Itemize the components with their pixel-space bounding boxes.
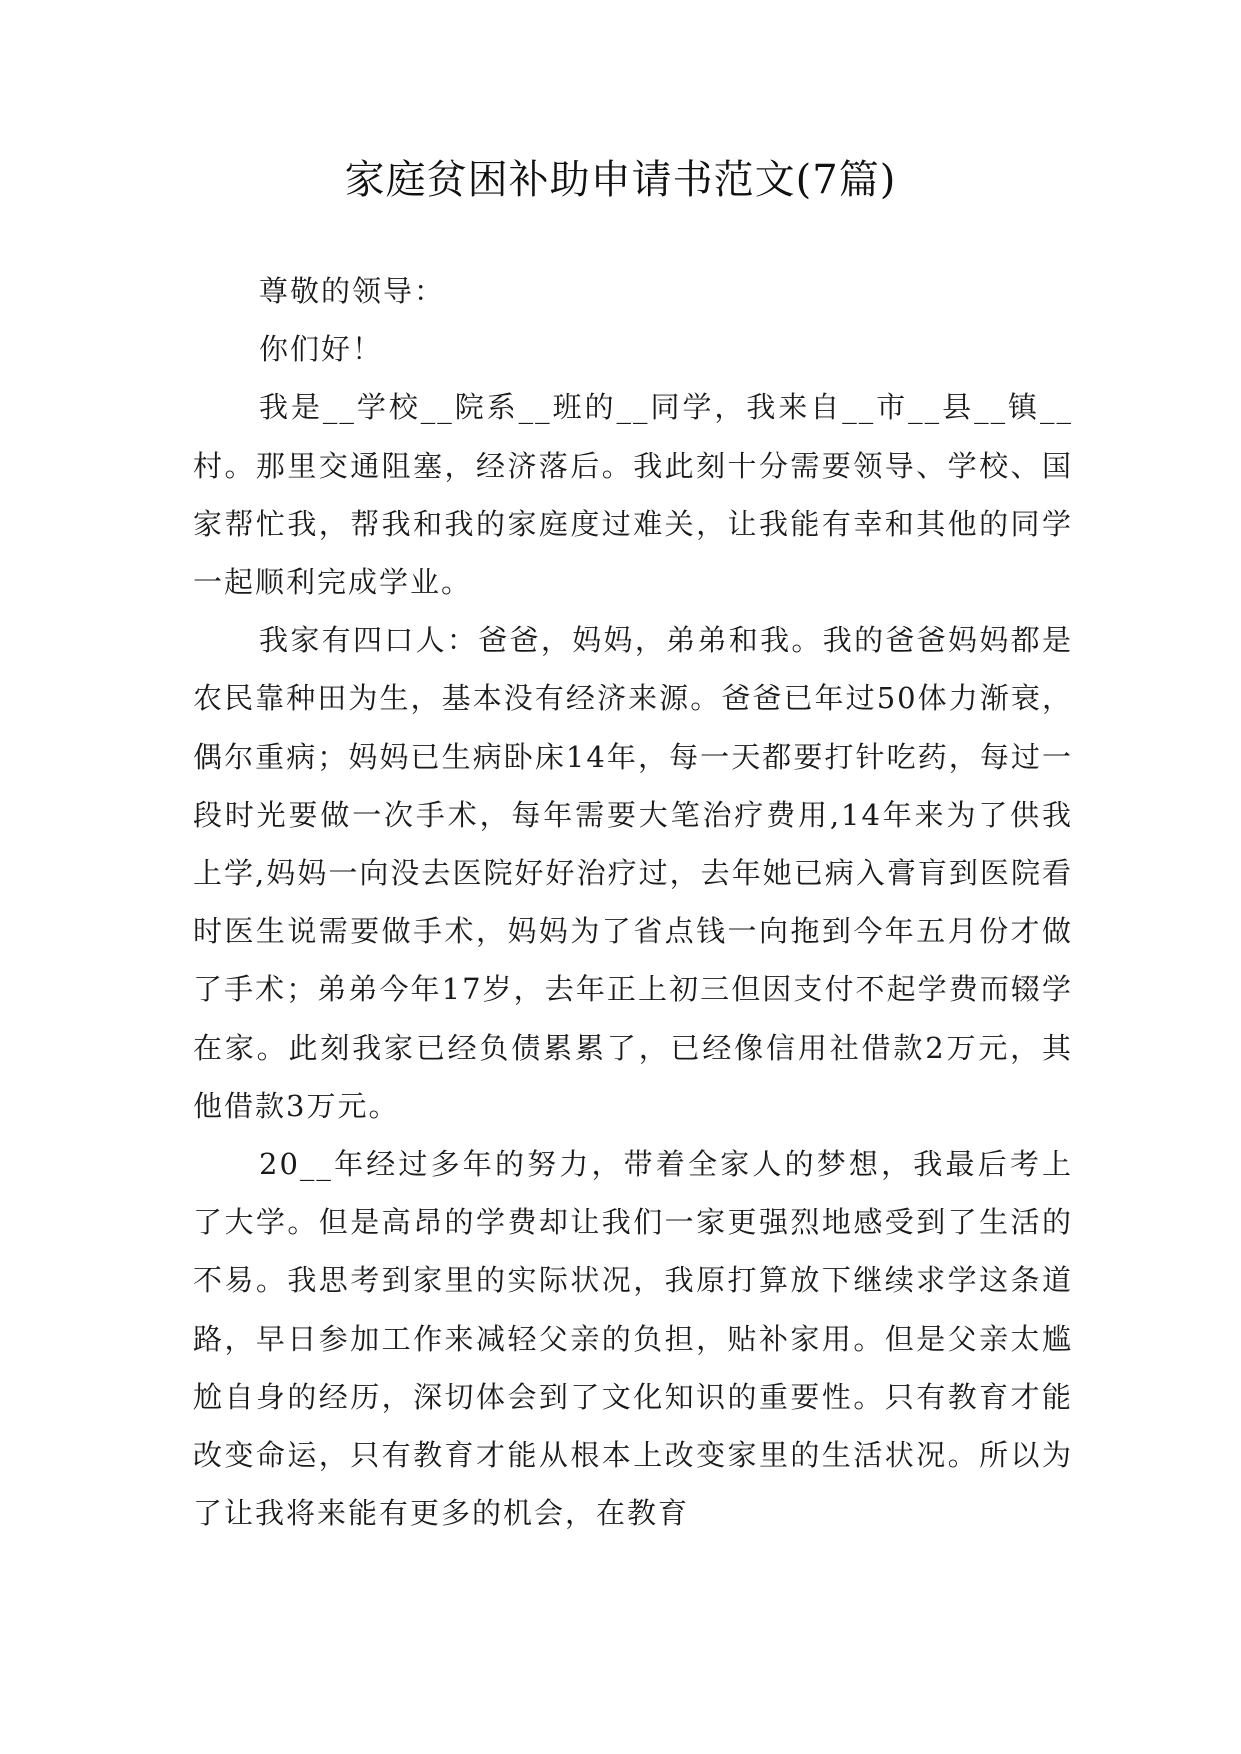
document-body xyxy=(193,262,1073,1542)
paragraph-introduction: 我是__学校__院系__班的__同学，我来自__市__县__镇__村。那里交通阻塞，经济落后。我此刻十分需要领导、学校、国家帮忙我，帮我和我的家庭度过难关，让我能有幸和其他的同学一起顺利完成学业。 xyxy=(193,390,1073,600)
document-title: 家庭贫困补助申请书范文(7篇) xyxy=(344,157,897,203)
paragraph-family-situation: 我家有四口人：爸爸，妈妈，弟弟和我。我的爸爸妈妈都是农民靠种田为生，基本没有经济来源。爸爸已年过50体力渐衰，偶尔重病；妈妈已生病卧床14年，每一天都要打针吃药，每过一段时光要做一次手术，每年需要大笔治疗费用,14年来为了供我上学,妈妈一向没去医院好好治疗过，去年她已病入膏肓到医院看时医生说需要做手术，妈妈为了省点钱一向拖到今年五月份才做了手术；弟弟今年17岁，去年正上初三但因支付不起学费而辍学在家。此刻我家已经负债累累了，已经像信用社借款2万元，其他借款3万元。 xyxy=(193,623,1073,1123)
paragraph-college-admission: 20__年经过多年的努力，带着全家人的梦想，我最后考上了大学。但是高昂的学费却让我们一家更强烈地感受到了生活的不易。我思考到家里的实际状况，我原打算放下继续求学这条道路，早日参加工作来减轻父亲的负担，贴补家用。但是父亲太尴尬自身的经历，深切体会到了文化知识的重要性。只有教育才能改变命运，只有教育才能从根本上改变家里的生活状况。所以为了让我将来能有更多的机会，在教育 xyxy=(193,1147,1073,1531)
salutation: 尊敬的领导： xyxy=(259,274,446,308)
greeting: 你们好！ xyxy=(259,332,384,367)
